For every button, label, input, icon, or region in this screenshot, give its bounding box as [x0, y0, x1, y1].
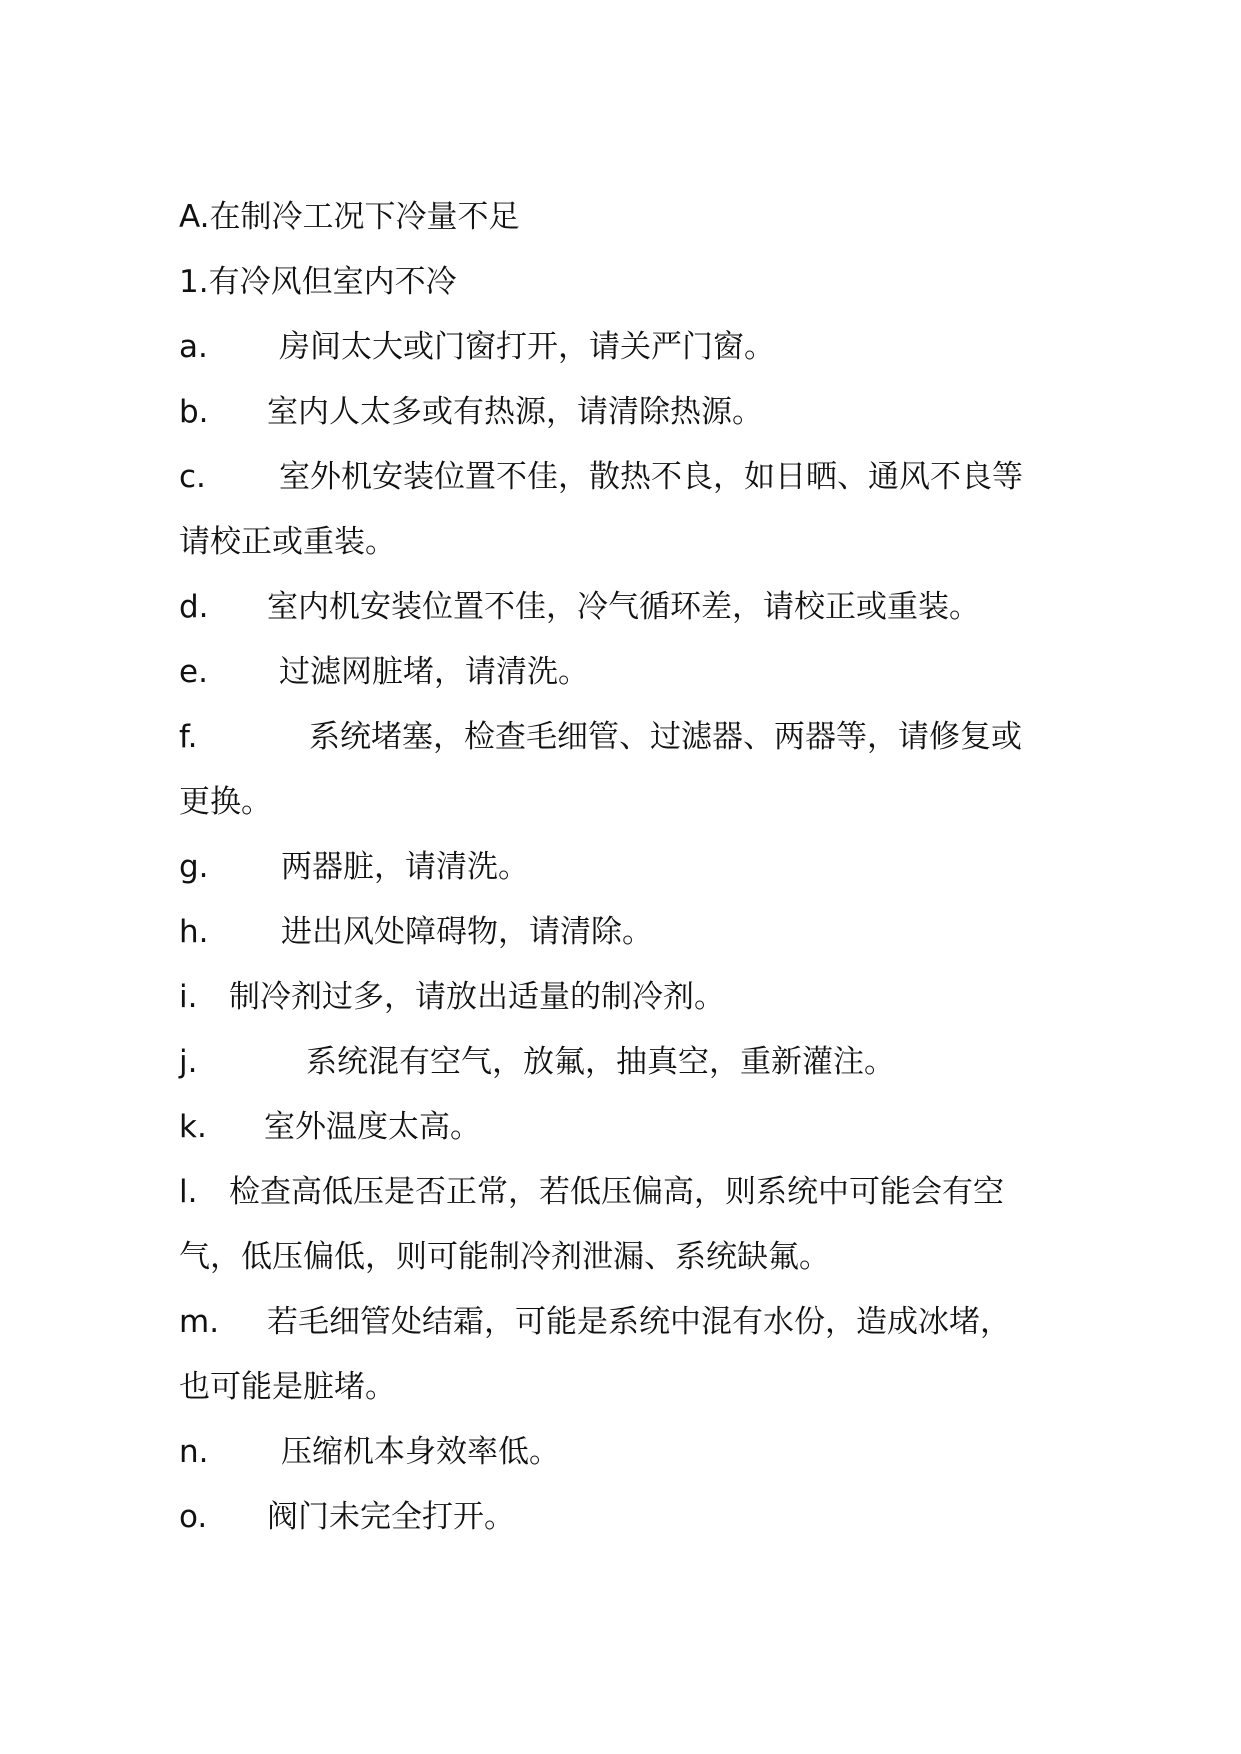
document-page	[179, 185, 1079, 1550]
list-item-g	[179, 835, 1079, 900]
list-item-e	[179, 640, 1079, 705]
list-marker: j.	[179, 1044, 198, 1080]
list-marker: c.	[179, 459, 206, 495]
list-marker: h.	[179, 914, 209, 950]
list-item-text: 两器脏，请清洗。	[281, 849, 529, 885]
subsection-heading	[179, 250, 1079, 315]
list-item-b	[179, 380, 1079, 445]
list-marker: i.	[179, 979, 198, 1015]
list-item-text: 室外温度太高。	[264, 1109, 481, 1145]
list-marker: l.	[179, 1174, 198, 1210]
list-item-continuation-text: 请校正或重装。	[179, 524, 396, 560]
list-marker: a.	[179, 329, 208, 365]
list-item-text: 检查高低压是否正常，若低压偏高，则系统中可能会有空	[229, 1174, 1004, 1210]
list-item-f	[179, 705, 1079, 770]
list-marker: g.	[179, 849, 209, 885]
list-item-c	[179, 445, 1079, 510]
list-item-f-continuation	[179, 770, 1079, 835]
list-item-text: 室内机安装位置不佳，冷气循环差，请校正或重装。	[267, 589, 980, 625]
list-item-m-continuation	[179, 1355, 1079, 1420]
list-item-continuation-text: 更换。	[179, 784, 272, 820]
list-marker: e.	[179, 654, 208, 690]
list-marker: o.	[179, 1499, 208, 1535]
list-marker: b.	[179, 394, 209, 430]
list-item-k	[179, 1095, 1079, 1160]
list-marker: m.	[179, 1304, 220, 1340]
list-item-l	[179, 1160, 1079, 1225]
list-item-text: 制冷剂过多，请放出适量的制冷剂。	[229, 979, 725, 1015]
list-item-d	[179, 575, 1079, 640]
list-item-l-continuation	[179, 1225, 1079, 1290]
list-marker: d.	[179, 589, 209, 625]
list-item-text: 系统混有空气，放氟，抽真空，重新灌注。	[306, 1044, 895, 1080]
list-item-text: 过滤网脏堵，请清洗。	[279, 654, 589, 690]
list-item-j	[179, 1030, 1079, 1095]
list-item-text: 室内人太多或有热源，请清除热源。	[267, 394, 763, 430]
list-item-text: 进出风处障碍物，请清除。	[281, 914, 653, 950]
section-heading-text: A.在制冷工况下冷量不足	[179, 199, 520, 235]
list-item-h	[179, 900, 1079, 965]
list-item-text: 室外机安装位置不佳，散热不良，如日晒、通风不良等	[279, 459, 1023, 495]
list-marker: f.	[179, 719, 198, 755]
list-item-o	[179, 1485, 1079, 1550]
list-item-continuation-text: 也可能是脏堵。	[179, 1369, 396, 1405]
list-item-text: 房间太大或门窗打开，请关严门窗。	[279, 329, 775, 365]
list-item-continuation-text: 气，低压偏低，则可能制冷剂泄漏、系统缺氟。	[179, 1239, 830, 1275]
list-item-m	[179, 1290, 1079, 1355]
list-item-text: 阀门未完全打开。	[267, 1499, 515, 1535]
list-item-text: 压缩机本身效率低。	[281, 1434, 560, 1470]
list-item-i	[179, 965, 1079, 1030]
list-item-a	[179, 315, 1079, 380]
list-marker: n.	[179, 1434, 209, 1470]
list-item-c-continuation	[179, 510, 1079, 575]
list-item-n	[179, 1420, 1079, 1485]
subsection-heading-text: 1.有冷风但室内不冷	[179, 264, 457, 300]
list-item-text: 系统堵塞，检查毛细管、过滤器、两器等，请修复或	[309, 719, 1022, 755]
list-marker: k.	[179, 1109, 207, 1145]
list-item-text: 若毛细管处结霜，可能是系统中混有水份，造成冰堵，	[267, 1304, 1011, 1340]
section-heading	[179, 185, 1079, 250]
